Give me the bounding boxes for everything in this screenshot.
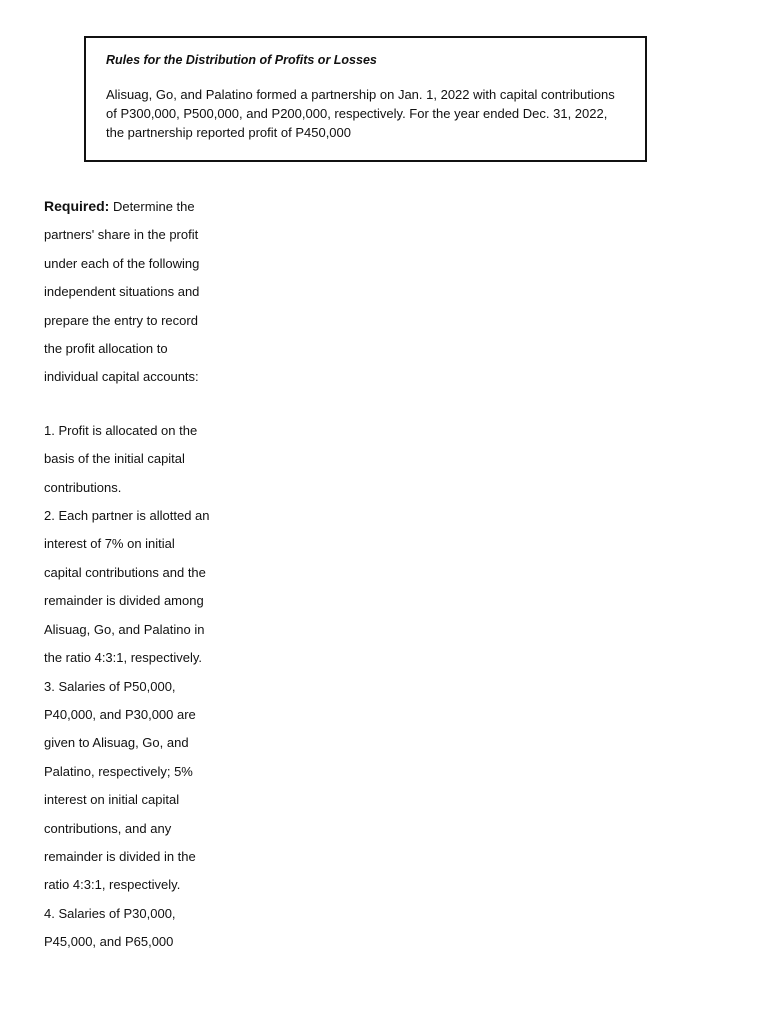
situation-item-1: 1. Profit is allocated on the basis of the initial capital contributions.	[44, 422, 198, 495]
required-text: Determine the partners' share in the profit under each of the following independent situations and prepare the entry to record the profit allocation to individual capital accounts:	[44, 199, 200, 385]
problem-title: Rules for the Distribution of Profits or Losses	[106, 53, 377, 67]
problem-description: Alisuag, Go, and Palatino formed a partnership on Jan. 1, 2022 with capital contributions of P300,000, P500,000, and P200,000, respectively. For the year ended Dec. 31, 2022, the partnership reported profit of P450,000	[106, 87, 615, 140]
situation-item-3: 3. Salaries of P50,000, P40,000, and P30,000 are given to Alisuag, Go, and Palatino, respectively; 5% interest on initial capital contributions, and any remainder is divided in the ratio 4:3:1, respectively.	[44, 678, 196, 893]
required-paragraph	[44, 192, 214, 392]
paragraph-gap	[44, 392, 214, 417]
situation-item-2: 2. Each partner is allotted an interest of 7% on initial capital contributions and the remainder is divided among Alisuag, Go, and Palatino in the ratio 4:3:1, respectively.	[44, 508, 210, 666]
problem-statement-box	[84, 36, 647, 162]
situation-item-4: 4. Salaries of P30,000, P45,000, and P65,000	[44, 905, 176, 950]
required-label: Required:	[44, 198, 110, 214]
requirements-column	[44, 192, 214, 957]
